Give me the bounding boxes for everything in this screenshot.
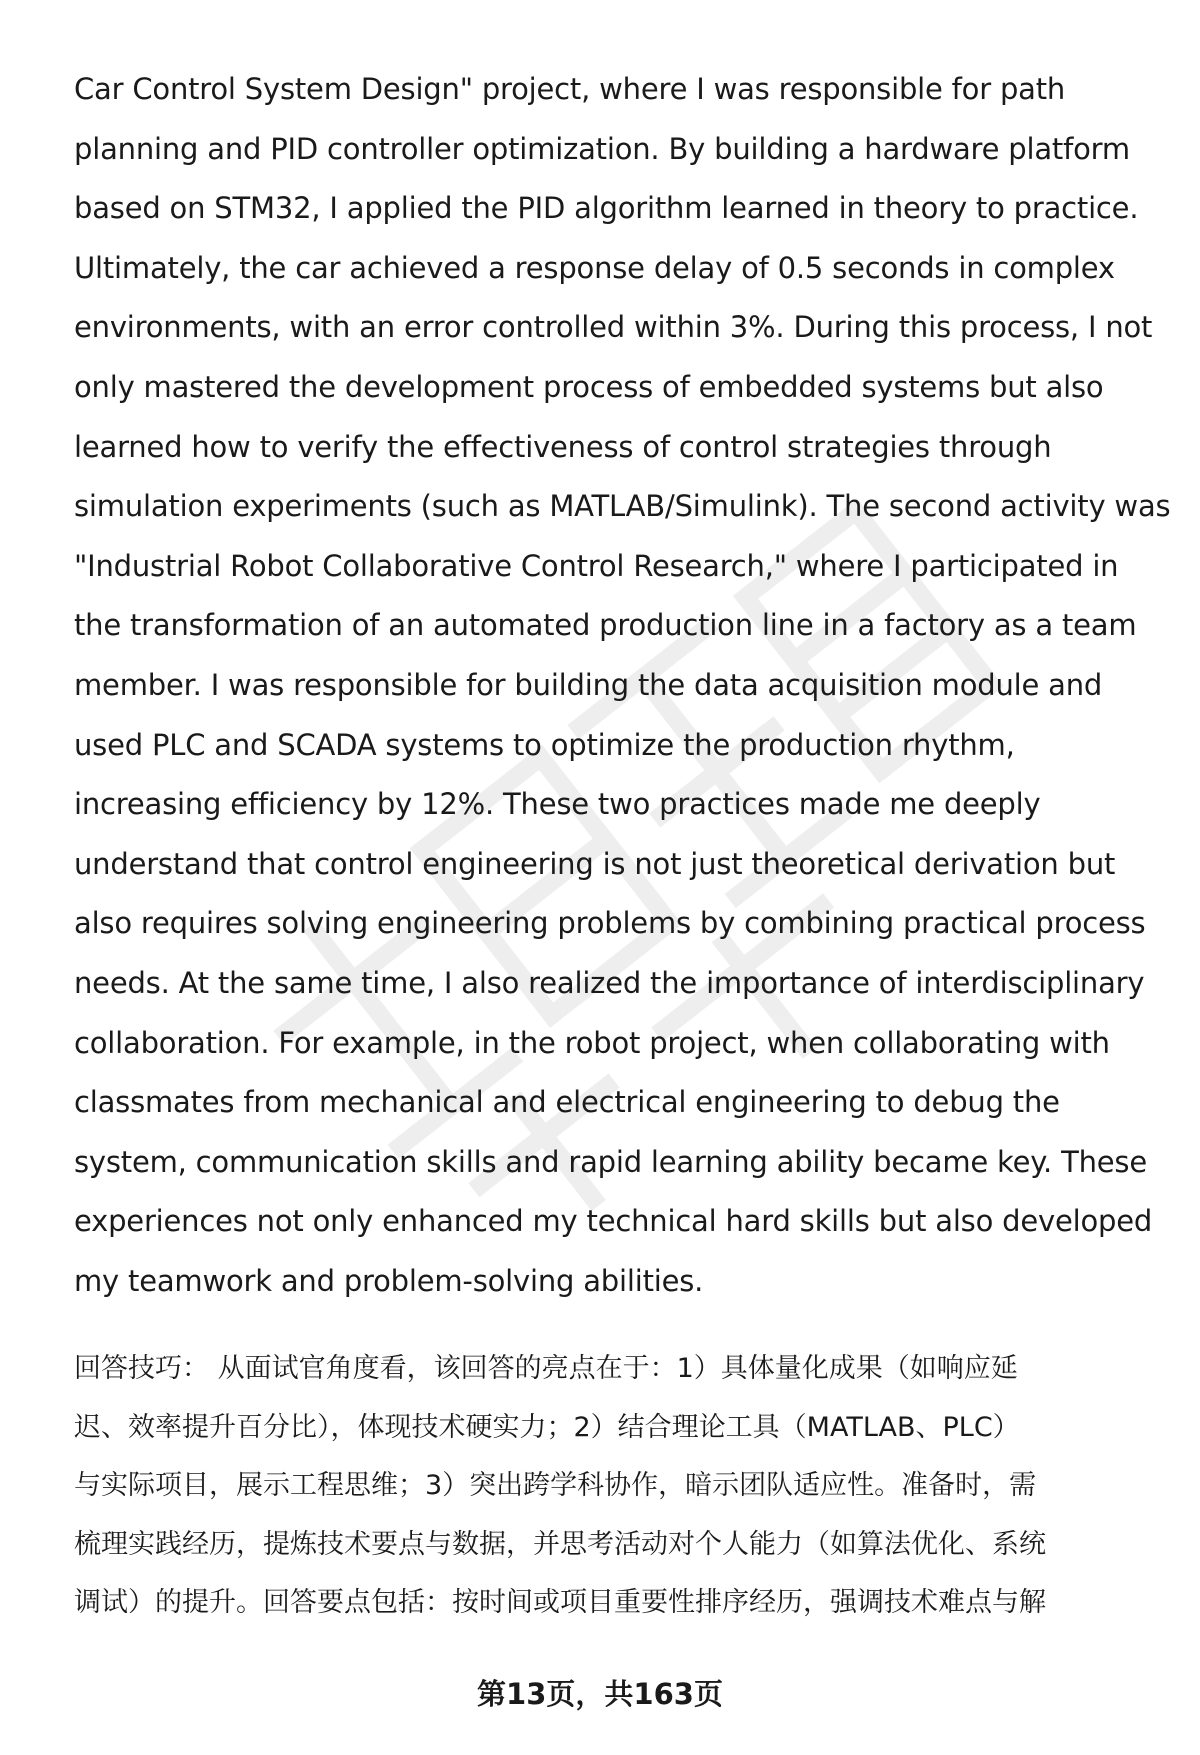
body-line: the transformation of an automated production line in a factory as a team [74, 608, 1137, 643]
body-line: classmates from mechanical and electrical engineering to debug the [74, 1085, 1060, 1120]
body-line: "Industrial Robot Collaborative Control Research," where I participated in [74, 548, 1119, 583]
tips-line: 回答技巧： 从面试官角度看，该回答的亮点在于：1）具体量化成果（如响应延 [74, 1353, 1018, 1384]
answer-body-text [74, 60, 1171, 1311]
body-line: also requires solving engineering problems by combining practical process [74, 906, 1146, 941]
body-line: understand that control engineering is not just theoretical derivation but [74, 846, 1116, 881]
body-line: member. I was responsible for building the data acquisition module and [74, 667, 1103, 702]
body-line: environments, with an error controlled within 3%. During this process, I not [74, 310, 1153, 345]
page-number-footer: 第13页，共163页 [477, 1677, 723, 1711]
body-line: learned how to verify the effectiveness of control strategies through [74, 429, 1052, 464]
body-line: only mastered the development process of embedded systems but also [74, 369, 1104, 404]
body-line: Ultimately, the car achieved a response delay of 0.5 seconds in complex [74, 250, 1115, 285]
answer-tips-text [74, 1340, 1154, 1633]
body-line: planning and PID controller optimization. By building a hardware platform [74, 131, 1130, 166]
body-line: system, communication skills and rapid learning ability became key. These [74, 1144, 1147, 1179]
tips-line: 迟、效率提升百分比），体现技术硬实力；2）结合理论工具（MATLAB、PLC） [74, 1411, 1020, 1443]
body-line: my teamwork and problem-solving abilities. [74, 1263, 704, 1298]
body-line: used PLC and SCADA systems to optimize the production rhythm, [74, 727, 1015, 762]
body-line: increasing efficiency by 12%. These two practices made me deeply [74, 787, 1041, 822]
tips-line: 梳理实践经历，提炼技术要点与数据，并思考活动对个人能力（如算法优化、系统 [74, 1528, 1046, 1560]
body-line: Car Control System Design" project, where I was responsible for path [74, 72, 1066, 106]
tips-line: 与实际项目，展示工程思维；3）突出跨学科协作，暗示团队适应性。准备时，需 [74, 1470, 1037, 1501]
body-line: based on STM32, I applied the PID algorithm learned in theory to practice. [74, 191, 1139, 226]
body-line: simulation experiments (such as MATLAB/Simulink). The second activity was [74, 489, 1171, 524]
body-line: collaboration. For example, in the robot project, when collaborating with [74, 1025, 1110, 1060]
body-line: experiences not only enhanced my technical hard skills but also developed [74, 1204, 1153, 1239]
body-line: needs. At the same time, I also realized the importance of interdisciplinary [74, 965, 1145, 1000]
tips-line: 调试）的提升。回答要点包括：按时间或项目重要性排序经历，强调技术难点与解 [74, 1587, 1046, 1618]
